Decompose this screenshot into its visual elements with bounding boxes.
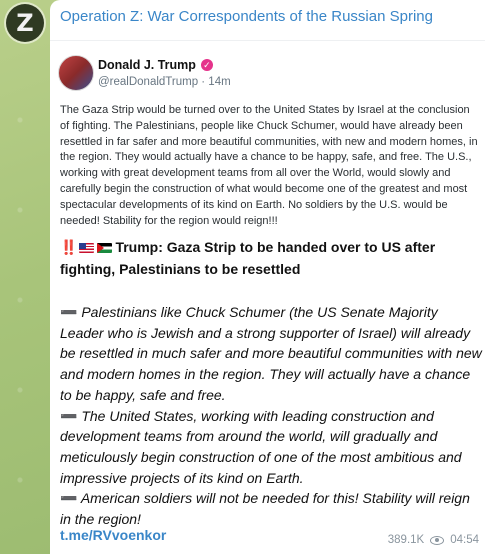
- us-flag-icon: [79, 243, 94, 253]
- message-paragraph: [60, 302, 482, 406]
- embedded-post[interactable]: [50, 40, 485, 227]
- paragraph-text: American soldiers will not be needed for this! Stability will reign in the region!: [60, 490, 470, 528]
- message-paragraph: [60, 406, 482, 489]
- message-bubble: [50, 0, 485, 554]
- view-count: 389.1K: [387, 534, 425, 546]
- dash-icon: ➖: [60, 304, 78, 320]
- channel-avatar-letter: Z: [16, 9, 34, 37]
- paragraph-text: Palestinians like Chuck Schumer (the US Senate Majority Leader who is Jewish and a strong supporter of Israel) will already be resettled in much safer and more beautiful communities with new and modern homes in the region. They will actually have a chance to be happy, safe and free.: [60, 304, 482, 403]
- message-text: [60, 236, 482, 530]
- headline-text: Trump: Gaza Strip to be handed over to US after fighting, Palestinians to be resettled: [60, 239, 436, 277]
- palestine-flag-icon: [97, 243, 112, 253]
- paragraph-text: The United States, working with leading construction and development teams from around the world, will gradually and meticulously begin construction of one of the most ambitious and impressive projects of its kind on Earth.: [60, 407, 462, 486]
- post-text: The Gaza Strip would be turned over to the United States by Israel at the conclusion of fighting. The Palestinians, people like Chuck Schumer, would have already been resettled in far safer and more beautiful communities, with new and modern homes, in the region. They would actually have a chance to be happy, safe, and free. The U.S., working with great development teams from all over the World, would slowly and carefully begin the construction of what would become one of the greatest and most spectacular developments of its kind on Earth. No soldiers by the U.S. would be needed! Stability for the region would reign!!!: [60, 104, 478, 227]
- message-headline: [60, 236, 482, 280]
- post-handle-time: @realDonaldTrump · 14m: [98, 76, 231, 88]
- double-exclamation-icon: ‼️: [60, 239, 78, 255]
- eye-icon: [430, 536, 444, 545]
- channel-title[interactable]: Operation Z: War Correspondents of the Russian Spring: [60, 8, 433, 25]
- dash-icon: ➖: [60, 407, 78, 424]
- message-paragraph: [60, 488, 482, 529]
- post-author-name: Donald J. Trump: [98, 58, 196, 72]
- channel-link[interactable]: t.me/RVvoenkor: [60, 527, 167, 543]
- post-author: [98, 58, 213, 72]
- message-meta: [388, 534, 479, 546]
- post-author-avatar: [58, 55, 94, 91]
- dash-icon: ➖: [60, 490, 78, 507]
- paragraph-gap: [60, 280, 482, 302]
- verified-badge-icon: ✓: [201, 59, 213, 71]
- channel-avatar[interactable]: [6, 4, 44, 42]
- message-time: 04:54: [450, 534, 479, 546]
